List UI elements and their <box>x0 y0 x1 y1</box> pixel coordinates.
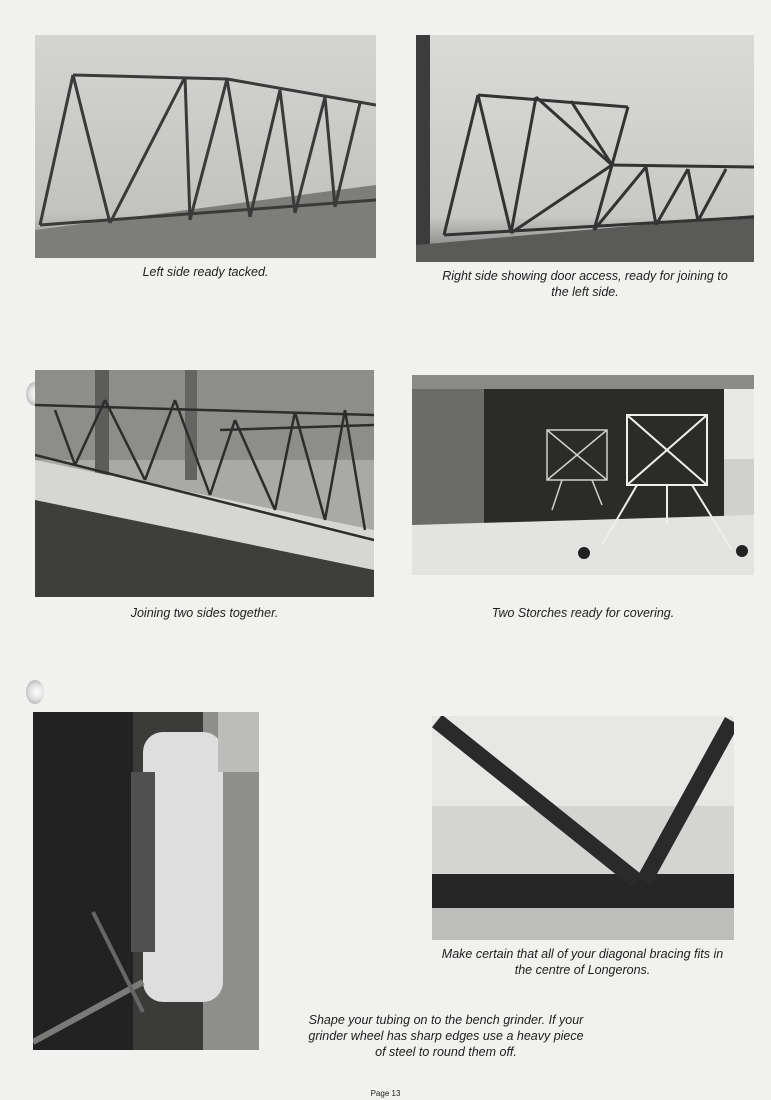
caption-storches: Two Storches ready for covering. <box>491 606 675 620</box>
photo-bench-grinder <box>33 712 259 1050</box>
caption-bracing-line-2: the centre of Longerons. <box>514 963 651 977</box>
caption-left-side: Left side ready tacked. <box>142 265 269 279</box>
caption-joining: Joining two sides together. <box>130 606 279 620</box>
photo-left-side-frame <box>35 35 376 258</box>
page-number: Page 13 <box>370 1089 401 1098</box>
caption-grinder-line-1: Shape your tubing on to the bench grinder. If your <box>308 1013 584 1027</box>
caption-bracing-line-1: Make certain that all of your diagonal bracing fits in <box>441 947 724 961</box>
punch-hole-bottom <box>26 680 44 704</box>
caption-bracing <box>410 946 755 978</box>
caption-grinder <box>276 1012 616 1060</box>
photo-joining-sides <box>35 370 374 597</box>
photo-diagonal-bracing <box>432 716 734 940</box>
caption-right-side-line-2: the left side. <box>551 285 619 299</box>
caption-right-side <box>416 268 754 300</box>
photo-right-side-frame <box>416 35 754 262</box>
caption-grinder-line-2: grinder wheel has sharp edges use a heavy piece <box>308 1029 584 1043</box>
photo-two-storches <box>412 375 754 575</box>
caption-grinder-line-3: of steel to round them off. <box>375 1045 517 1059</box>
caption-right-side-line-1: Right side showing door access, ready for joining to <box>442 269 728 283</box>
